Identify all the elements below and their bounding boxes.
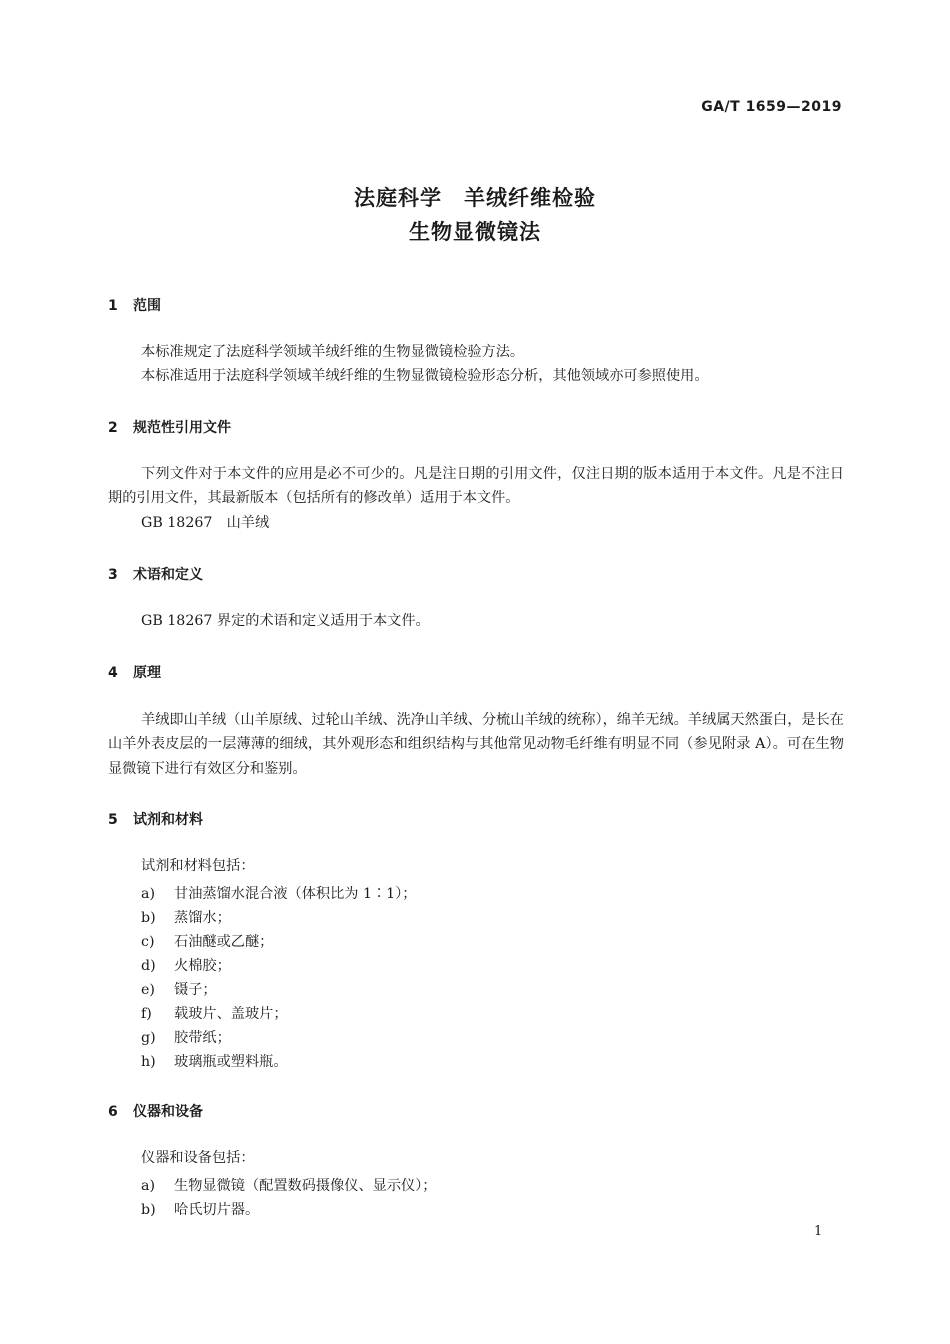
list-marker: g) — [141, 1030, 156, 1046]
list-text: 火棉胶； — [174, 958, 231, 974]
list-item — [141, 1051, 288, 1071]
section-5-heading — [108, 809, 203, 829]
list-item — [141, 955, 231, 975]
section-6-intro: 仪器和设备包括： — [141, 1150, 255, 1166]
section-1-heading — [108, 295, 161, 315]
section-title: 原理 — [133, 665, 161, 681]
list-item — [141, 931, 273, 951]
section-3-paragraph-1: GB 18267 界定的术语和定义适用于本文件。 — [141, 613, 430, 629]
section-1-paragraph-1: 本标准规定了法庭科学领域羊绒纤维的生物显微镜检验方法。 — [141, 344, 525, 360]
section-title: 范围 — [133, 298, 161, 314]
list-item — [141, 1199, 259, 1219]
section-4-heading — [108, 662, 161, 682]
list-item — [141, 1027, 231, 1047]
list-item — [141, 883, 416, 903]
page-number: 1 — [814, 1224, 823, 1239]
section-5-intro: 试剂和材料包括： — [141, 858, 255, 874]
list-text: 玻璃瓶或塑料瓶。 — [174, 1054, 288, 1070]
section-number: 2 — [108, 420, 118, 436]
section-title: 仪器和设备 — [133, 1104, 203, 1120]
section-number: 6 — [108, 1104, 118, 1120]
section-2-paragraph-1: 下列文件对于本文件的应用是必不可少的。凡是注日期的引用文件，仅注日期的版本适用于本文件。凡是不注日期的引用文件，其最新版本（包括所有的修改单）适用于本文件。 — [108, 466, 844, 507]
list-item — [141, 907, 231, 927]
list-text: 生物显微镜（配置数码摄像仪、显示仪）； — [174, 1178, 437, 1194]
list-marker: d) — [141, 958, 156, 974]
list-text: 甘油蒸馏水混合液（体积比为 1∶1）； — [174, 886, 417, 902]
document-title-line1: 法庭科学 羊绒纤维检验 — [354, 186, 596, 210]
list-item — [141, 1003, 288, 1023]
section-number: 4 — [108, 665, 118, 681]
section-number: 3 — [108, 567, 118, 583]
list-marker: a) — [141, 1178, 155, 1194]
section-title: 试剂和材料 — [133, 812, 203, 828]
section-number: 5 — [108, 812, 118, 828]
section-6-heading — [108, 1101, 203, 1121]
list-item — [141, 979, 217, 999]
list-text: 哈氏切片器。 — [174, 1202, 260, 1218]
section-number: 1 — [108, 298, 118, 314]
list-text: 蒸馏水； — [174, 910, 231, 926]
section-3-heading — [108, 564, 203, 584]
standard-code: GA/T 1659—2019 — [701, 99, 842, 115]
list-marker: f) — [141, 1006, 152, 1022]
list-item — [141, 1175, 436, 1195]
document-title-line2: 生物显微镜法 — [409, 220, 541, 244]
list-marker: b) — [141, 1202, 156, 1218]
section-title: 术语和定义 — [133, 567, 203, 583]
list-text: 镊子； — [174, 982, 217, 998]
list-text: 石油醚或乙醚； — [174, 934, 274, 950]
list-marker: a) — [141, 886, 155, 902]
section-title: 规范性引用文件 — [133, 420, 231, 436]
section-4-paragraph-1: 羊绒即山羊绒（山羊原绒、过轮山羊绒、洗净山羊绒、分梳山羊绒的统称），绵羊无绒。羊绒属天然蛋白，是长在山羊外表皮层的一层薄薄的细绒，其外观形态和组织结构与其他常见动物毛纤维有明显不同（参见附录 A）。可在生物显微镜下进行有效区分和鉴别。 — [108, 712, 844, 777]
section-2-heading — [108, 417, 231, 437]
section-1-paragraph-2: 本标准适用于法庭科学领域羊绒纤维的生物显微镜检验形态分析，其他领域亦可参照使用。 — [141, 368, 709, 384]
normative-reference: GB 18267 山羊绒 — [141, 515, 270, 531]
list-marker: e) — [141, 982, 155, 998]
list-marker: h) — [141, 1054, 156, 1070]
list-text: 胶带纸； — [174, 1030, 231, 1046]
list-text: 载玻片、盖玻片； — [174, 1006, 288, 1022]
list-marker: b) — [141, 910, 156, 926]
list-marker: c) — [141, 934, 155, 950]
